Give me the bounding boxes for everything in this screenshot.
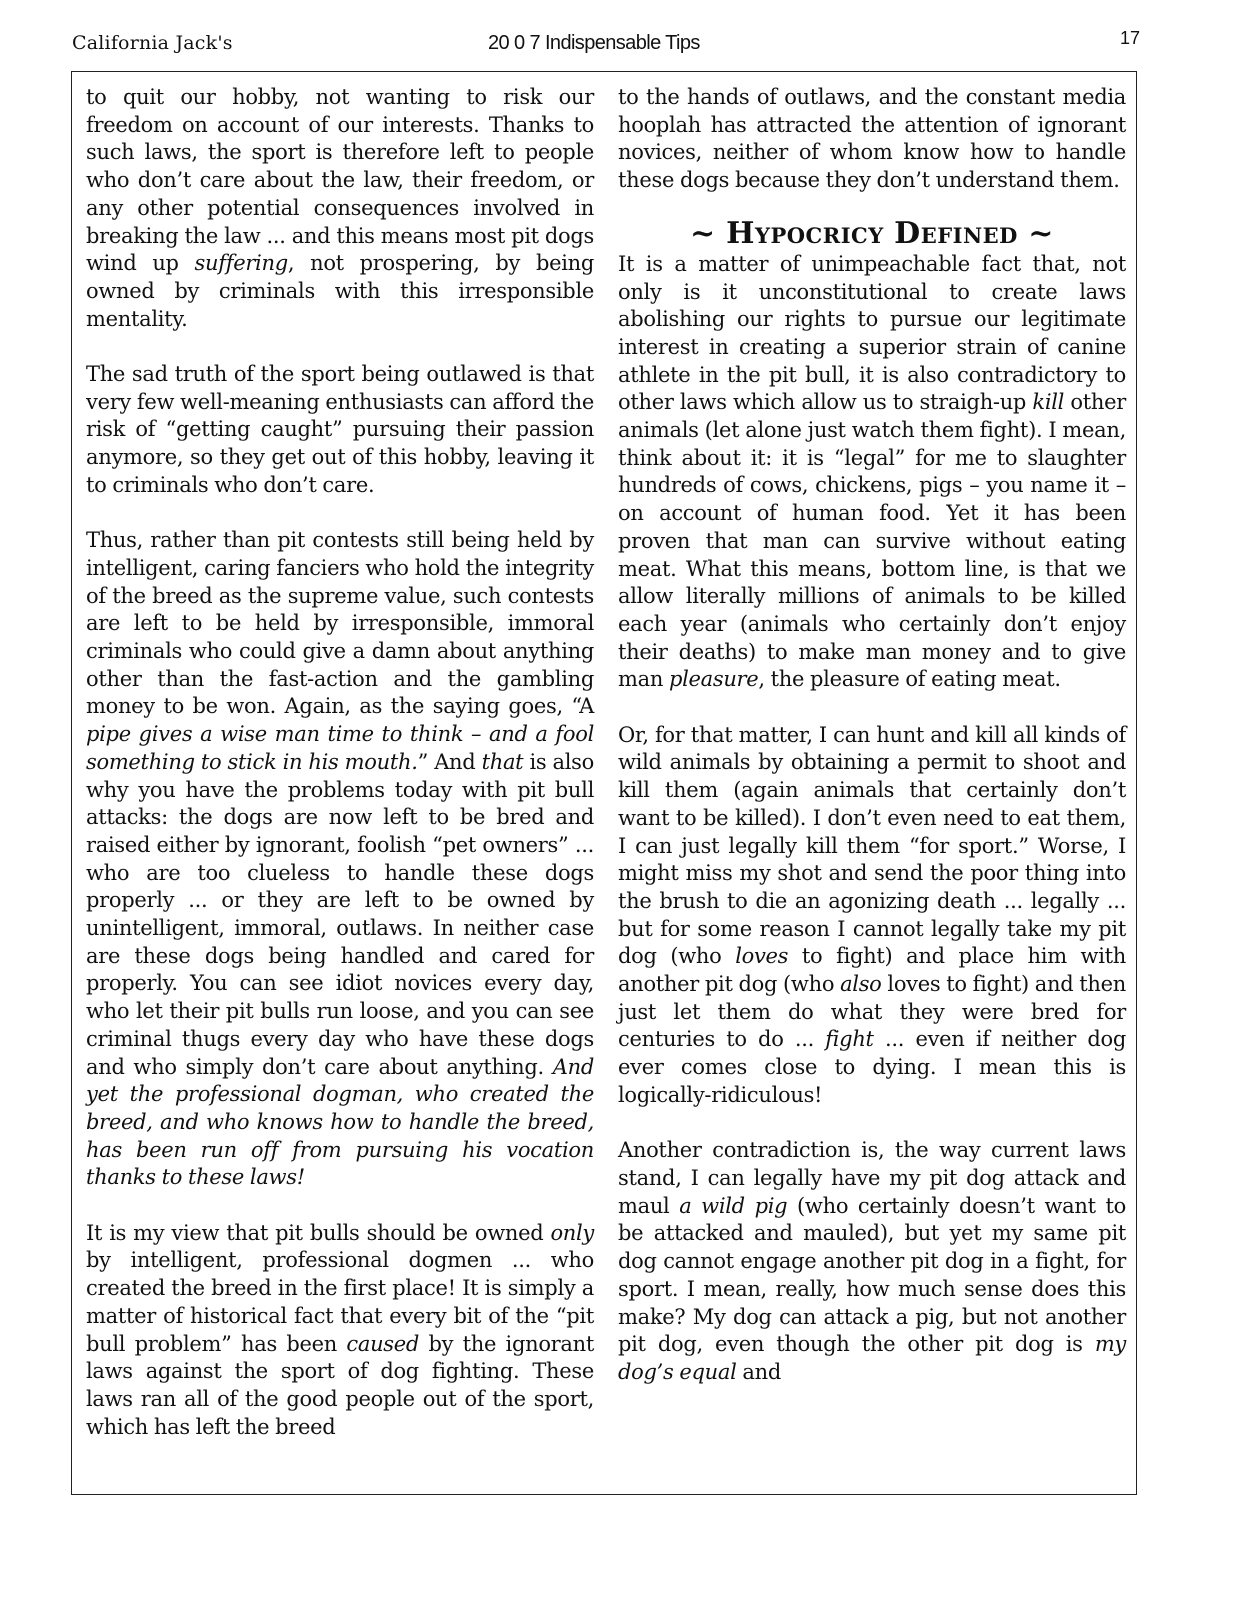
- body-text: ” And: [417, 749, 482, 774]
- emphasis-text: my dog’s equal: [618, 1332, 1126, 1384]
- paragraph: [86, 84, 594, 333]
- body-text: to the hands of outlaws, and the constant media hooplah has attracted the attention of ignorant novices, neither of whom know how to handle these dogs because they don’t understand them.: [618, 85, 1126, 193]
- emphasis-text: caused: [346, 1331, 420, 1356]
- body-text: to quit our hobby, not wanting to risk our freedom on account of our interests. Thanks to such laws, the sport is therefore left to people who don’t care about the law, their freedom, or any other potential consequences involved in breaking the law ... and this means most pit dogs wind up: [86, 85, 594, 276]
- body-text: Or, for that matter, I can hunt and kill all kinds of wild animals by obtaining a permit to shoot and kill them (again animals that certainly don’t want to be killed). I don’t even need to eat them, I can just legally kill them “for sport.” Worse, I might miss my shot and send the poor thing into the brush to die an agonizing death ... legally ... but for some reason I cannot legally take my pit dog (who: [618, 722, 1126, 969]
- paragraph: [618, 722, 1126, 1110]
- body-text: The sad truth of the sport being outlawed is that very few well-meaning enthusiasts can afford the risk of “getting caught” pursuing their passion anymore, so they get out of this hobby, leaving it to criminals who don’t care.: [86, 362, 594, 497]
- emphasis-text: kill: [1032, 390, 1065, 415]
- right-column-intro: [618, 84, 1126, 195]
- body-text: loves to fight) and then just let them do what they were bred for centuries to do ...: [618, 972, 1126, 1052]
- emphasis-text: only: [550, 1220, 594, 1245]
- paragraph: [618, 84, 1126, 195]
- body-text: Thus, rather than pit contests still being held by intelligent, caring fanciers who hold the integrity of the breed as the supreme value, such contests are left to be held by irresponsible, immoral criminals who could give a damn about anything other than the fast-action and the gambling money to be won. Again, as the saying goes, “A: [86, 528, 594, 719]
- running-header-publisher: California Jack's: [72, 32, 233, 54]
- page-number: 17: [1119, 28, 1140, 48]
- body-text: It is my view that pit bulls should be owned: [86, 1220, 551, 1245]
- paragraph: [86, 527, 594, 1192]
- body-text: by the ignorant laws against the sport of dog fighting. These laws ran all of the good people out of the sport, which has left the breed: [86, 1331, 594, 1439]
- running-header-title: 20 0 7 Indispensable Tips: [488, 32, 700, 54]
- right-column-body: [618, 251, 1126, 1387]
- emphasis-text: pleasure: [668, 667, 759, 692]
- section-heading: ~ Hypocricy Defined ~: [690, 215, 1054, 251]
- emphasis-text: And yet the professional dogman, who created the breed, and who knows how to handle the breed, has been run off from pursuing his vocation thanks to these laws!: [86, 1054, 594, 1190]
- emphasis-text: fight: [825, 1027, 874, 1052]
- body-text: to fight) and place him with another pit dog (who: [618, 944, 1126, 997]
- page-header: [72, 30, 1140, 62]
- paragraph: [618, 251, 1126, 694]
- body-text: , not prospering, by being owned by criminals with this irresponsible mentality.: [86, 251, 595, 331]
- body-text: by intelligent, professional dogmen ... who created the breed in the first place! It is simply a matter of historical fact that every bit of the “pit bull problem” has been: [86, 1248, 594, 1356]
- paragraph: [618, 1137, 1126, 1386]
- emphasis-text: loves: [735, 944, 789, 969]
- body-text: is also why you have the problems today with pit bull attacks: the dogs are now left to be bred and raised either by ignorant, foolish “pet owners” ... who are too clueless to handle these dogs properly ... or they are left to be owned by unintelligent, immoral, outlaws. In neither case are these dogs being handled and cared for properly. You can see idiot novices every day, who let their pit bulls run loose, and you can see criminal thugs every day who have these dogs and who simply don’t care about anything.: [86, 749, 594, 1079]
- paragraph: [86, 361, 594, 500]
- emphasis-text: pipe gives a wise man time to think – and a fool something to stick in his mouth.: [86, 722, 594, 774]
- left-column: [86, 84, 594, 1441]
- body-text: Another contradiction is, the way current laws stand, I can legally have my pit dog attack and maul: [618, 1138, 1126, 1218]
- body-text: (who certainly doesn’t want to be attacked and mauled), but yet my same pit dog cannot engage another pit dog in a fight, for sport. I mean, really, how much sense does this make? My dog can attack a pig, but not another pit dog, even though the other pit dog is: [618, 1193, 1126, 1357]
- emphasis-text: also: [840, 972, 882, 997]
- body-text: other animals (let alone just watch them fight). I mean, think about it: it is “legal” for me to slaughter hundreds of cows, chickens, pigs – you name it – on account of human food. Yet it has been proven that man can survive without eating meat. What this means, bottom line, is that we allow literally millions of animals to be killed each year (animals who certainly don’t enjoy their deaths) to make man money and to give man: [618, 390, 1126, 692]
- body-text: , the pleasure of eating meat.: [758, 667, 1061, 692]
- emphasis-text: suffering: [194, 251, 288, 276]
- body-text: ... even if neither dog ever comes close to dying. I mean this is logically-ridiculous!: [618, 1027, 1126, 1107]
- body-text: It is a matter of unimpeachable fact that, not only is it unconstitutional to create laws abolishing our rights to pursue our legitimate interest in creating a superior strain of canine athlete in the pit bull, it is also contradictory to other laws which allow us to straigh-up: [618, 251, 1126, 415]
- emphasis-text: a wild pig: [679, 1193, 788, 1218]
- right-column: [618, 84, 1126, 1387]
- paragraph: [86, 1220, 594, 1442]
- emphasis-text: that: [481, 749, 524, 774]
- body-text: and: [736, 1359, 781, 1384]
